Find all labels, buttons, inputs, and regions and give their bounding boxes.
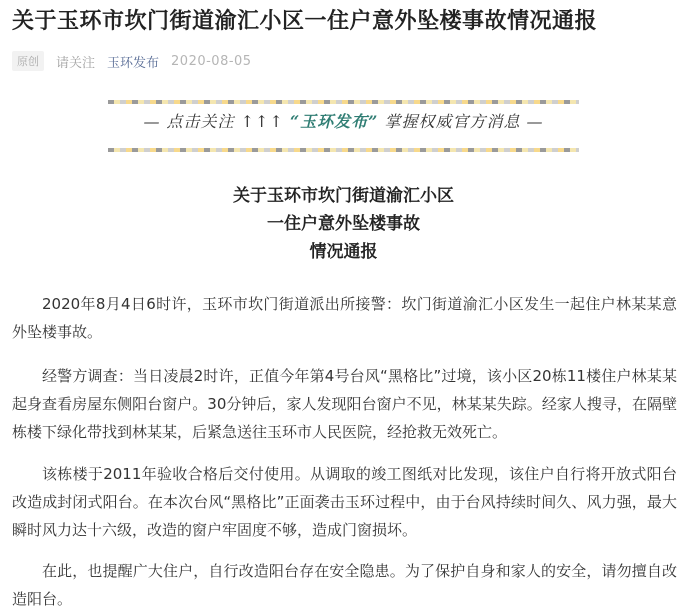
article-title: 关于玉环市坎门街道渝汇小区一住户意外坠楼事故情况通报 (12, 9, 598, 34)
article-meta (12, 50, 252, 72)
publish-date: 2020-08-05 (171, 53, 252, 69)
paragraph-1: 2020年8月4日6时许，玉环市坎门街道派出所接警：坎门街道渝汇小区发生一起住户林某某意外坠楼事故。 (12, 295, 677, 341)
paragraph-4: 在此，也提醒广大住户，自行改造阳台存在安全隐患。为了保护自身和家人的安全，请勿擅自改造阳台。 (12, 562, 677, 608)
heading-line-1: 关于玉环市坎门街道渝汇小区 (233, 186, 454, 206)
banner-prefix: — 点击关注 ↑↑↑ (143, 112, 290, 131)
original-badge: 原创 (12, 51, 44, 71)
paragraph-3: 该栋楼于2011年验收合格后交付使用。从调取的竣工图纸对比发现，该住户自行将开放式阳台改造成封闭式阳台。在本次台风“黑格比”正面袭击玉环过程中，由于台风持续时间久、风力强，最大瞬时风力达十六级，改造的窗户牢固度不够，造成门窗损坏。 (12, 465, 677, 539)
heading-line-2: 一住户意外坠楼事故 (267, 214, 420, 234)
banner-top-strip (108, 100, 579, 104)
banner-suffix: 掌握权威官方消息 — (378, 112, 544, 131)
banner-text (108, 110, 579, 134)
heading-line-3: 情况通报 (309, 242, 378, 262)
author-link[interactable]: 玉环发布 (107, 55, 160, 71)
follow-link[interactable]: 请关注 (56, 55, 96, 71)
banner-bottom-strip (108, 148, 579, 152)
follow-banner[interactable] (108, 100, 579, 154)
banner-account-name: “玉环发布” (289, 112, 379, 131)
paragraph-2: 经警方调查：当日凌晨2时许，正值今年第4号台风“黑格比”过境，该小区20栋11楼住户林某某起身查看房屋东侧阳台窗户。30分钟后，家人发现阳台窗户不见，林某某失踪。经家人搜寻，在隔壁栋楼下绿化带找到林某某，后紧急送往玉环市人民医院，经抢救无效死亡。 (12, 367, 677, 441)
